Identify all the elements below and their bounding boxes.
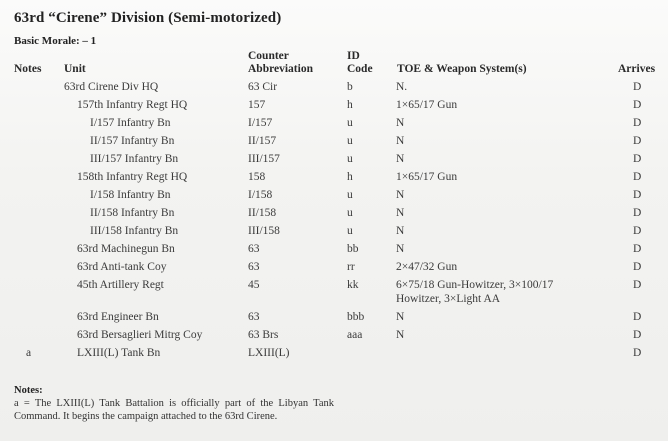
row-unit: 63rd Engineer Bn	[77, 311, 159, 323]
row-unit: II/158 Infantry Bn	[90, 207, 175, 219]
row-unit: 45th Artillery Regt	[77, 279, 164, 291]
header-unit: Unit	[64, 63, 86, 75]
header-toe: TOE & Weapon System(s)	[397, 63, 527, 75]
row-toe: N	[396, 189, 405, 201]
notes-text: a = The LXIII(L) Tank Battalion is officially part of the Libyan Tank Command. It begins the campaign attached to the 63rd Cirene.	[14, 398, 334, 422]
row-id-code: u	[347, 117, 353, 129]
row-abbreviation: I/157	[248, 117, 273, 129]
row-arrives: D	[633, 347, 642, 359]
table-row	[0, 116, 668, 134]
row-id-code: h	[347, 99, 353, 111]
row-arrives: D	[633, 117, 642, 129]
row-toe: 1×65/17 Gun	[396, 99, 458, 111]
row-arrives: D	[633, 207, 642, 219]
header-abbr-1: Counter	[248, 50, 289, 62]
row-toe: 2×47/32 Gun	[396, 261, 458, 273]
row-abbreviation: 63 Brs	[248, 329, 279, 341]
table-row	[0, 328, 668, 346]
header-id-2: Code	[347, 63, 373, 75]
table-row	[0, 98, 668, 116]
row-arrives: D	[633, 153, 642, 165]
header-id-1: ID	[347, 50, 360, 62]
row-abbreviation: 63	[248, 261, 260, 273]
row-id-code: u	[347, 207, 353, 219]
row-toe: N	[396, 311, 405, 323]
row-toe: N.	[396, 81, 408, 93]
row-unit: I/158 Infantry Bn	[90, 189, 171, 201]
row-toe: N	[396, 225, 405, 237]
table-row	[0, 278, 668, 305]
row-abbreviation: 158	[248, 171, 266, 183]
row-arrives: D	[633, 99, 642, 111]
row-arrives: D	[633, 311, 642, 323]
table-row	[0, 80, 668, 98]
row-unit: 63rd Bersaglieri Mitrg Coy	[77, 329, 203, 341]
row-arrives: D	[633, 243, 642, 255]
row-id-code: h	[347, 171, 353, 183]
table-row	[0, 134, 668, 152]
table-row	[0, 310, 668, 328]
row-id-code: bb	[347, 243, 359, 255]
row-arrives: D	[633, 279, 642, 291]
row-id-code: u	[347, 189, 353, 201]
row-arrives: D	[633, 329, 642, 341]
row-unit: 63rd Anti-tank Coy	[77, 261, 167, 273]
row-abbreviation: III/157	[248, 153, 280, 165]
row-id-code: u	[347, 153, 353, 165]
row-arrives: D	[633, 189, 642, 201]
row-abbreviation: 63 Cir	[248, 81, 278, 93]
table-row	[0, 242, 668, 260]
row-toe: 6×75/18 Gun-Howitzer, 3×100/17	[396, 279, 554, 291]
table-row	[0, 170, 668, 188]
row-arrives: D	[633, 171, 642, 183]
row-toe-continued: Howitzer, 3×Light AA	[396, 293, 501, 305]
row-id-code: u	[347, 225, 353, 237]
division-title: 63rd “Cirene” Division (Semi-motorized)	[14, 10, 282, 26]
row-abbreviation: II/158	[248, 207, 277, 219]
row-unit: 157th Infantry Regt HQ	[77, 99, 188, 111]
row-abbreviation: LXIII(L)	[248, 347, 290, 359]
row-arrives: D	[633, 225, 642, 237]
row-abbreviation: 45	[248, 279, 260, 291]
header-abbr-2: Abbreviation	[248, 63, 313, 75]
row-notes: a	[26, 347, 32, 359]
row-toe: N	[396, 117, 405, 129]
header-arrives: Arrives	[618, 63, 656, 75]
row-id-code: kk	[347, 279, 359, 291]
row-unit: LXIII(L) Tank Bn	[77, 347, 161, 359]
row-id-code: b	[347, 81, 353, 93]
table-row	[0, 260, 668, 278]
row-toe: 1×65/17 Gun	[396, 171, 458, 183]
row-arrives: D	[633, 135, 642, 147]
row-arrives: D	[633, 81, 642, 93]
row-abbreviation: 63	[248, 311, 260, 323]
table-row	[0, 206, 668, 224]
table-row	[0, 188, 668, 206]
table-row	[0, 346, 668, 364]
row-toe: N	[396, 135, 405, 147]
row-id-code: bbb	[347, 311, 365, 323]
row-id-code: rr	[347, 261, 355, 273]
row-toe: N	[396, 153, 405, 165]
row-unit: 63rd Cirene Div HQ	[64, 81, 159, 93]
row-arrives: D	[633, 261, 642, 273]
row-id-code: u	[347, 135, 353, 147]
row-toe: N	[396, 243, 405, 255]
row-abbreviation: 157	[248, 99, 266, 111]
row-unit: III/157 Infantry Bn	[90, 153, 179, 165]
row-abbreviation: III/158	[248, 225, 280, 237]
row-toe: N	[396, 329, 405, 341]
row-abbreviation: I/158	[248, 189, 273, 201]
row-unit: 158th Infantry Regt HQ	[77, 171, 188, 183]
row-unit: II/157 Infantry Bn	[90, 135, 175, 147]
notes-heading: Notes:	[14, 385, 43, 396]
table-row	[0, 152, 668, 170]
row-id-code: aaa	[347, 329, 363, 341]
basic-morale: Basic Morale: – 1	[14, 35, 97, 47]
row-unit: I/157 Infantry Bn	[90, 117, 171, 129]
row-toe: N	[396, 207, 405, 219]
table-row	[0, 224, 668, 242]
row-abbreviation: II/157	[248, 135, 277, 147]
header-notes: Notes	[14, 63, 42, 75]
row-abbreviation: 63	[248, 243, 260, 255]
row-unit: III/158 Infantry Bn	[90, 225, 179, 237]
row-unit: 63rd Machinegun Bn	[77, 243, 175, 255]
